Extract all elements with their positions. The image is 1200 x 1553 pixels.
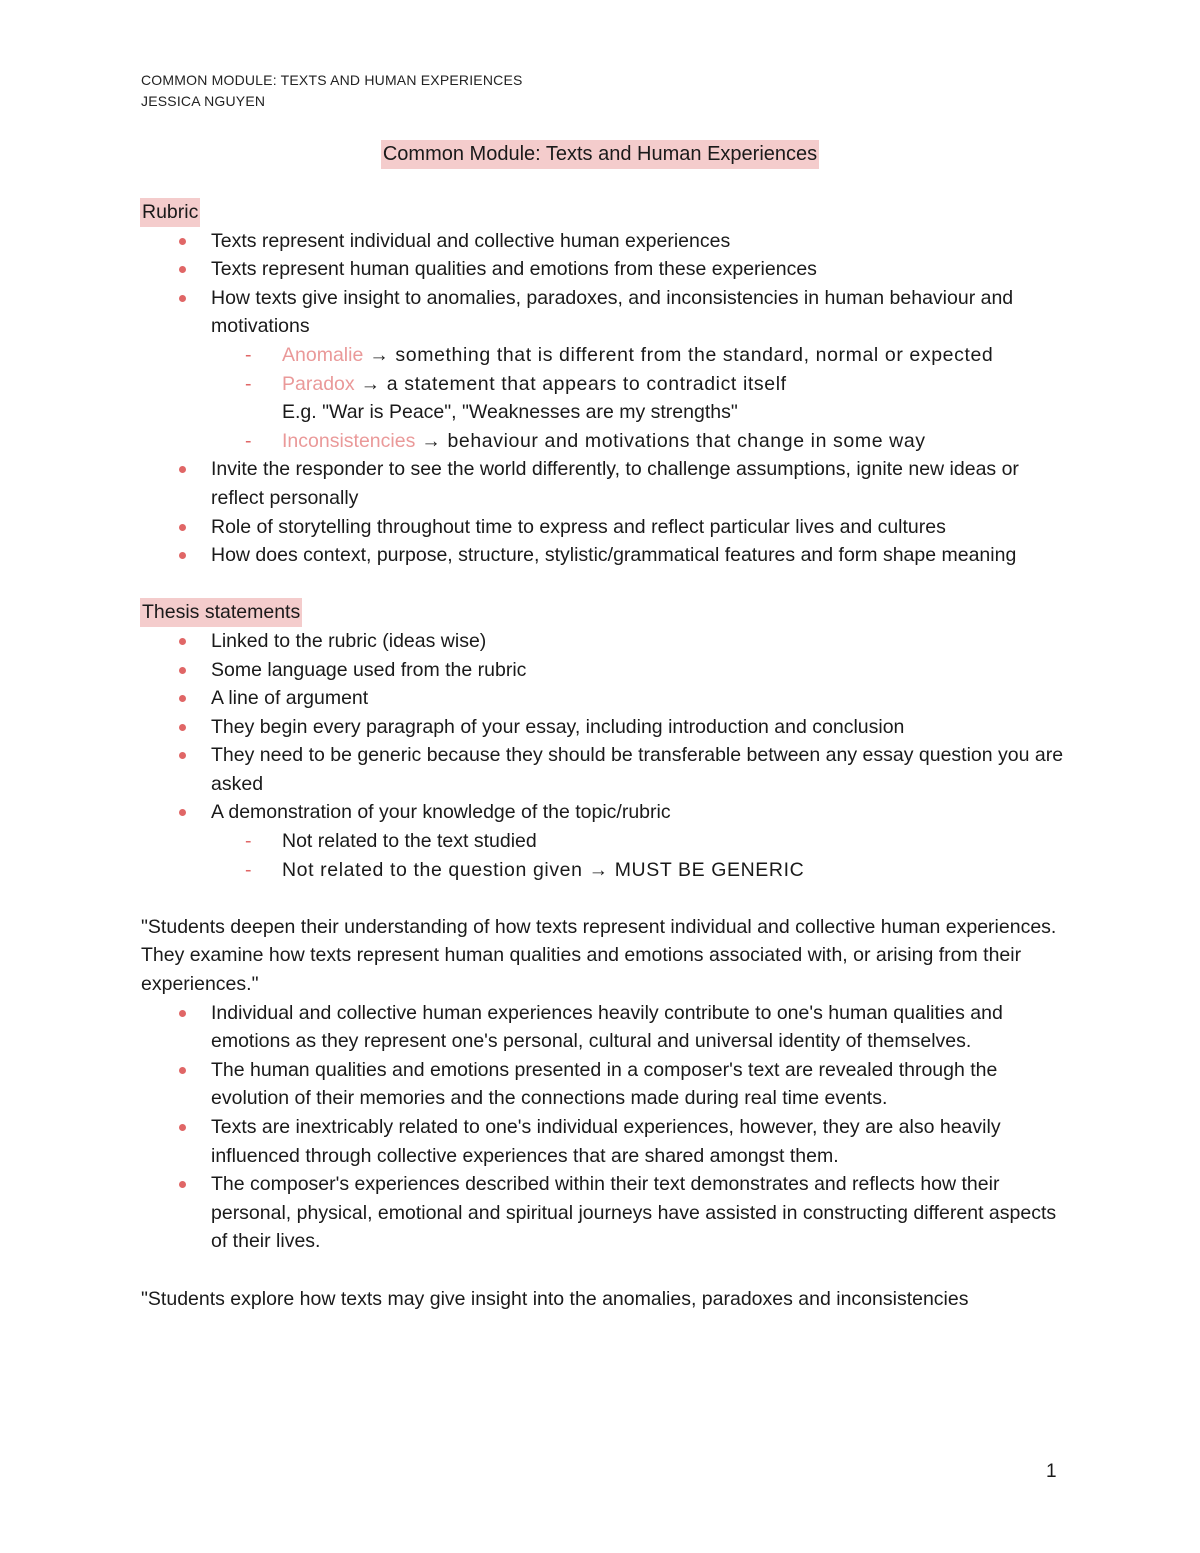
term-example: E.g. "War is Peace", "Weaknesses are my strengths" (282, 401, 738, 424)
list-item (141, 541, 1066, 570)
list-item-text: Individual and collective human experiences heavily contribute to one's human qualities and emotions as they represent one's personal, cultural and universal identity of themselves. (211, 1001, 1003, 1053)
header-author-name: JESSICA NGUYEN (141, 93, 266, 109)
bullet-dot-icon (179, 724, 186, 731)
dash-icon: - (245, 830, 252, 853)
list-item (141, 627, 1066, 656)
list-item-text: Texts represent human qualities and emotions from these experiences (211, 258, 817, 281)
list-item-text: Invite the responder to see the world differently, to challenge assumptions, ignite new ideas or reflect personally (211, 458, 1019, 509)
list-item (141, 713, 1066, 742)
thesis-heading: Thesis statements (140, 598, 302, 627)
rubric-quote: "Students explore how texts may give insight into the anomalies, paradoxes and inconsistencies (141, 1287, 969, 1310)
rubric-sublist (211, 341, 1066, 455)
bullet-dot-icon (179, 1067, 186, 1074)
list-item (141, 1170, 1066, 1256)
bullet-dot-icon (179, 552, 186, 559)
rubric-section (141, 198, 1066, 570)
bullet-dot-icon (179, 1124, 186, 1131)
list-item (141, 255, 1066, 284)
list-item-text: Linked to the rubric (ideas wise) (211, 629, 487, 652)
list-item (141, 284, 1066, 456)
spacer (141, 570, 1066, 599)
list-item-text: The composer's experiences described within their text demonstrates and reflects how their personal, physical, emotional and spiritual journeys have assisted in constructing different aspects of their lives. (211, 1173, 1057, 1253)
bullet-dot-icon (179, 266, 186, 273)
list-item (141, 1113, 1066, 1170)
list-item-text: How does context, purpose, structure, stylistic/grammatical features and form shape meaning (211, 544, 1017, 567)
title-row (0, 140, 1200, 169)
quote-section-1 (141, 913, 1066, 1256)
sublist-item-text: Not related to the question given → MUST BE GENERIC (282, 858, 805, 881)
bullet-dot-icon (179, 238, 186, 245)
list-item (141, 1056, 1066, 1113)
list-item-text: How texts give insight to anomalies, paradoxes, and inconsistencies in human behaviour and motivations (211, 286, 1014, 338)
sublist-item (141, 370, 1066, 427)
document-header (141, 70, 523, 112)
list-item-text: The human qualities and emotions presented in a composer's text are revealed through the evolution of their memories and the connections made during real time events. (211, 1058, 998, 1110)
document-title: Common Module: Texts and Human Experiences (381, 140, 819, 169)
term-definition: → something that is different from the standard, normal or expected (363, 343, 994, 366)
thesis-section (141, 598, 1066, 884)
bullet-dot-icon (179, 809, 186, 816)
spacer (141, 1256, 1066, 1285)
spacer (141, 884, 1066, 913)
list-item (141, 684, 1066, 713)
list-item-text: Role of storytelling throughout time to express and reflect particular lives and cultures (211, 515, 946, 538)
bullet-dot-icon (179, 667, 186, 674)
thesis-list (141, 627, 1066, 884)
list-item-text: Texts are inextricably related to one's individual experiences, however, they are also heavily influenced through collective experiences that are shared amongst them. (211, 1116, 1001, 1167)
page-number: 1 (1046, 1461, 1057, 1482)
sublist-item (141, 427, 1066, 456)
dash-icon: - (245, 858, 252, 881)
list-item-text: They begin every paragraph of your essay, including introduction and conclusion (211, 715, 905, 738)
thesis-sublist (211, 827, 1066, 884)
list-item (141, 513, 1066, 542)
dash-icon: - (245, 429, 252, 452)
term-label: Paradox (282, 372, 355, 395)
dash-icon: - (245, 343, 252, 366)
rubric-list (141, 227, 1066, 570)
term-definition: → a statement that appears to contradict itself (354, 372, 787, 395)
term-label: Anomalie (282, 343, 364, 366)
list-item-text: A line of argument (211, 687, 369, 710)
dash-icon: - (245, 372, 252, 395)
bullet-dot-icon (179, 1010, 186, 1017)
list-item (141, 455, 1066, 512)
sublist-item (141, 856, 1066, 885)
quote-analysis-list (141, 999, 1066, 1256)
list-item-text: A demonstration of your knowledge of the topic/rubric (211, 801, 671, 824)
sublist-item (141, 341, 1066, 370)
bullet-dot-icon (179, 638, 186, 645)
bullet-dot-icon (179, 695, 186, 702)
rubric-heading: Rubric (140, 198, 200, 227)
bullet-dot-icon (179, 524, 186, 531)
list-item (141, 798, 1066, 884)
list-item-text: Some language used from the rubric (211, 658, 527, 681)
header-module-title: COMMON MODULE: TEXTS AND HUMAN EXPERIENCES (141, 72, 523, 88)
term-label: Inconsistencies (282, 429, 416, 452)
list-item (141, 656, 1066, 685)
list-item (141, 227, 1066, 256)
list-item (141, 741, 1066, 798)
bullet-dot-icon (179, 752, 186, 759)
bullet-dot-icon (179, 1181, 186, 1188)
sublist-item (141, 827, 1066, 856)
term-definition: → behaviour and motivations that change in some way (415, 429, 926, 452)
sublist-item-text: Not related to the text studied (282, 830, 537, 853)
bullet-dot-icon (179, 466, 186, 473)
list-item (141, 999, 1066, 1056)
document-body (141, 198, 1066, 1313)
list-item-text: They need to be generic because they should be transferable between any essay question you are asked (211, 744, 1064, 795)
bullet-dot-icon (179, 295, 186, 302)
rubric-quote: "Students deepen their understanding of how texts represent individual and collective human experiences. They examine how texts represent human qualities and emotions associated with, or arising from their experiences." (141, 915, 1057, 996)
list-item-text: Texts represent individual and collective human experiences (211, 229, 731, 252)
